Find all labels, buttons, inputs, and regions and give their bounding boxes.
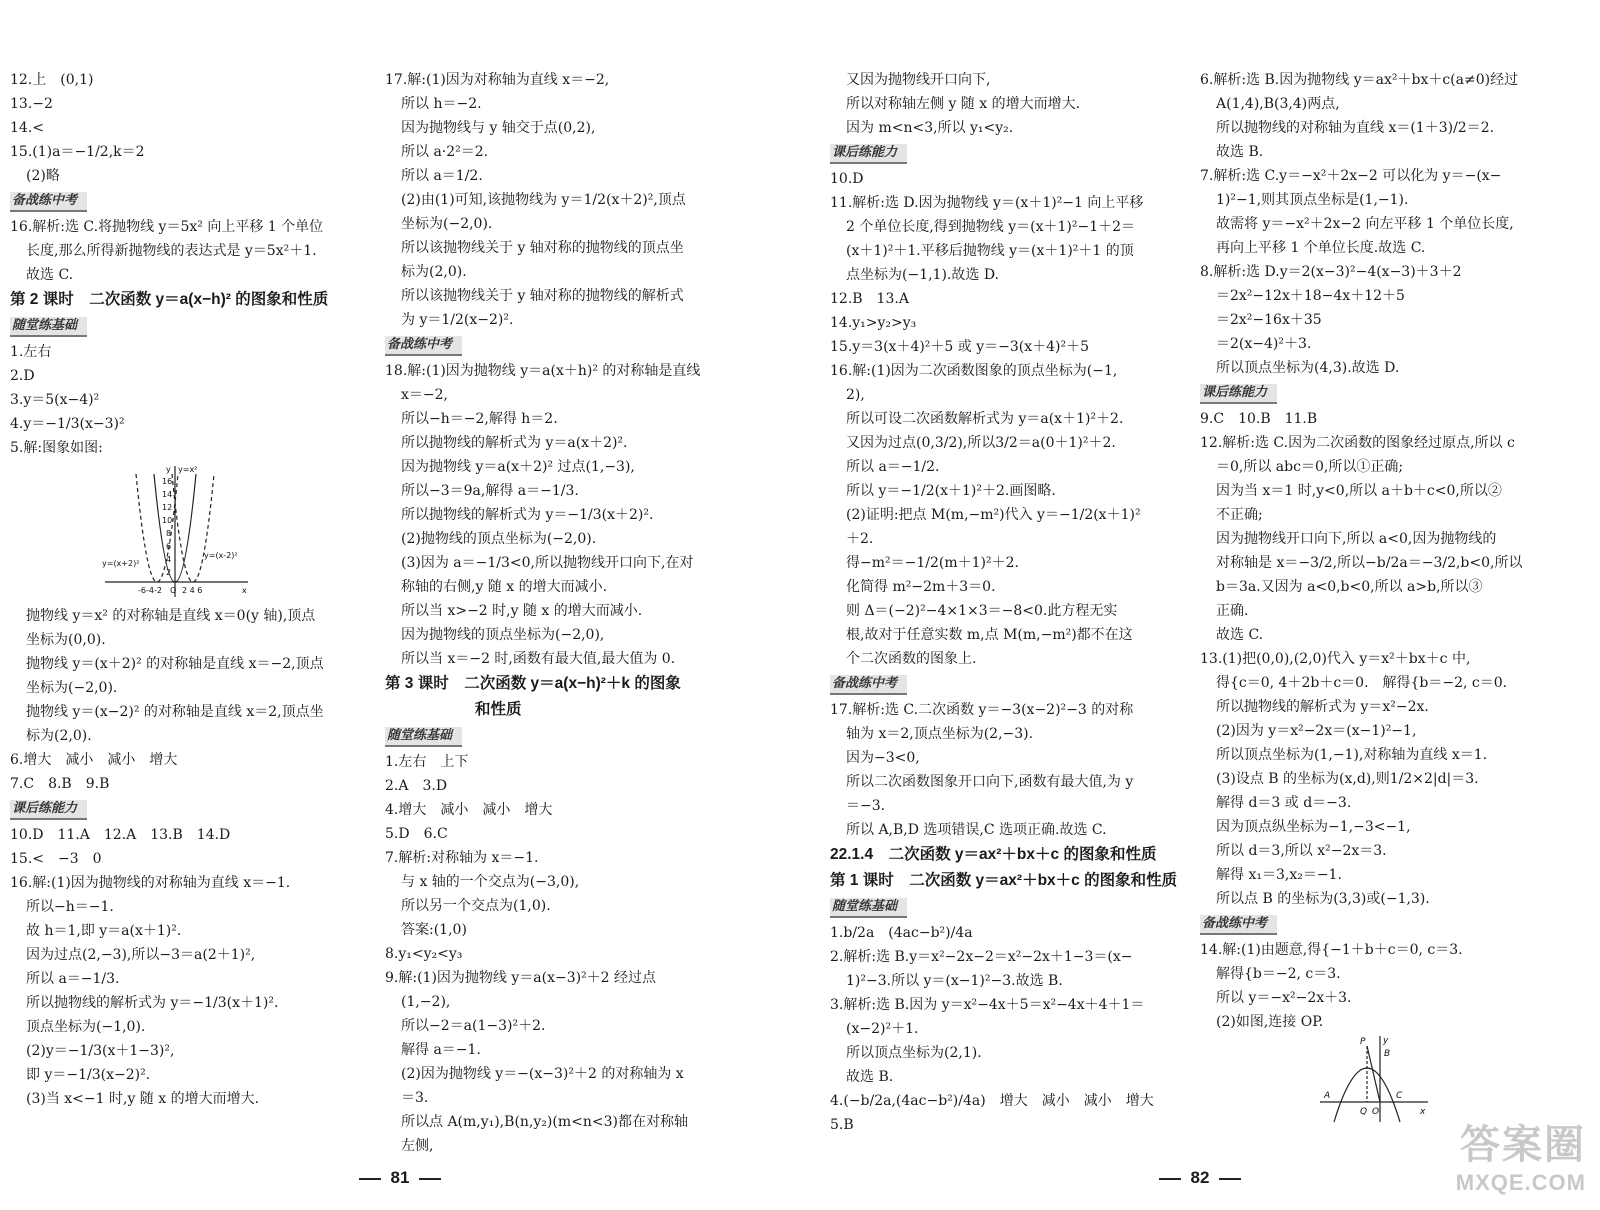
text-line: 8.解析:选 D.y＝2(x−3)²−4(x−3)＋3＋2 — [1200, 264, 1462, 280]
text-line: 所以该抛物线关于 y 轴对称的抛物线的顶点坐 — [401, 240, 684, 256]
text-line: 13.−2 — [10, 96, 53, 112]
label-p: P — [1360, 1037, 1366, 1047]
text-line: 所以 y＝−1/2(x＋1)²＋2.画图略. — [846, 483, 1056, 499]
text-line: 1.左右 上下 — [385, 754, 469, 770]
text-line: 所以该抛物线关于 y 轴对称的抛物线的解析式 — [401, 288, 684, 304]
text-line: 12.解析:选 C.因为二次函数的图象经过原点,所以 c — [1200, 435, 1515, 451]
parabola-graph-figure — [100, 462, 250, 602]
ytick-4: 4 — [166, 555, 172, 564]
text-line: 7.C 8.B 9.B — [10, 776, 110, 792]
text-line: 因为当 x＝1 时,y<0,所以 a＋b＋c<0,所以② — [1216, 483, 1502, 499]
text-line: (2)y＝−1/3(x＋1−3)², — [26, 1043, 175, 1059]
text-line: ＝2x²−12x＋18−4x＋12＋5 — [1216, 288, 1405, 304]
section-heading: 第 3 课时 二次函数 y＝a(x−h)²＋k 的图象 — [385, 675, 681, 692]
text-line: (2)证明:把点 M(m,−m²)代入 y＝−1/2(x＋1)² — [846, 507, 1141, 523]
text-line: 所以对称轴左侧 y 随 x 的增大而增大. — [846, 96, 1081, 112]
text-line: 所以 a·2²＝2. — [401, 144, 489, 160]
label-x-axis: x — [242, 586, 247, 595]
text-line: 为 y＝1/2(x−2)². — [401, 312, 514, 328]
text-line: 所以抛物线的解析式为 y＝x²−2x. — [1216, 699, 1429, 715]
text-line: 所以 a＝−1/2. — [846, 459, 940, 475]
text-line: 12.上 (0,1) — [10, 72, 94, 88]
text-line: 故选 C. — [26, 267, 74, 283]
label-y: y — [1383, 1036, 1389, 1046]
text-line: 9.解:(1)因为抛物线 y＝a(x−3)²＋2 经过点 — [385, 970, 657, 986]
text-line: 因为抛物线 y＝a(x＋2)² 过点(1,−3), — [401, 459, 635, 475]
text-line: 7.解析:对称轴为 x＝−1. — [385, 850, 539, 866]
text-line: 长度,那么所得新抛物线的表达式是 y＝5x²＋1. — [26, 243, 317, 259]
text-line: 所以抛物线的解析式为 y＝−1/3(x＋2)². — [401, 507, 654, 523]
text-line: 所以抛物线的解析式为 y＝−1/3(x＋1)². — [26, 995, 279, 1011]
text-line: ＝2(x−4)²＋3. — [1216, 336, 1312, 352]
text-line: 1)²−3.所以 y＝(x−1)²−3.故选 B. — [846, 973, 1063, 989]
text-line: 所以点 B 的坐标为(3,3)或(−1,3). — [1216, 891, 1430, 907]
text-line: (2)如图,连接 OP. — [1216, 1014, 1324, 1030]
text-line: 3.解析:选 B.因为 y＝x²−4x＋5＝x²−4x＋4＋1＝ — [830, 997, 1145, 1013]
text-line: 又因为过点(0,3/2),所以3/2＝a(0＋1)²＋2. — [846, 435, 1116, 451]
text-line: 根,故对于任意实数 m,点 M(m,−m²)都不在这 — [846, 627, 1133, 643]
text-line: 所以顶点坐标为(4,3).故选 D. — [1216, 360, 1400, 376]
text-line: 左侧, — [401, 1138, 434, 1154]
watermark — [1456, 1113, 1586, 1196]
text-line: 所以−h＝−1. — [26, 899, 114, 915]
text-line: 2 个单位长度,得到抛物线 y＝(x＋1)²−1＋2＝ — [846, 219, 1136, 235]
label-x-neg-ticks: -6-4-2 — [138, 586, 162, 595]
text-line: 所以顶点坐标为(1,−1),对称轴为直线 x＝1. — [1216, 747, 1488, 763]
text-line: 所以当 x＝−2 时,函数有最大值,最大值为 0. — [401, 651, 676, 667]
text-line: 4.增大 减小 减小 增大 — [385, 802, 553, 818]
right-page — [800, 0, 1600, 1210]
label-y-eq-x-plus-2-sq: y=(x+2)² — [102, 559, 140, 568]
text-line: b＝3a.又因为 a<0,b<0,所以 a>b,所以③ — [1216, 579, 1483, 595]
label-y-eq-x2: y=x² — [178, 465, 198, 474]
text-line: 3.y＝5(x−4)² — [10, 392, 100, 408]
text-line: ＝−3. — [846, 798, 886, 814]
section-heading: 22.1.4 二次函数 y＝ax²＋bx＋c 的图象和性质 — [830, 846, 1157, 863]
section-tag-label: 课后练能力 — [830, 144, 907, 164]
text-line: 化简得 m²−2m＋3＝0. — [846, 579, 996, 595]
section-tag — [10, 313, 365, 340]
text-line: 与 x 轴的一个交点为(−3,0), — [401, 874, 580, 890]
text-line: 顶点坐标为(−1,0). — [26, 1019, 146, 1035]
label-q: Q — [1360, 1107, 1368, 1117]
section-tag — [1200, 380, 1580, 407]
text-line: 则 Δ＝(−2)²−4×1×3＝−8<0.此方程无实 — [846, 603, 1118, 619]
text-line: ＋2. — [846, 531, 874, 547]
text-line: 16.解析:选 C.将抛物线 y＝5x² 向上平移 1 个单位 — [10, 219, 324, 235]
text-line: 因为顶点纵坐标为−1,−3<−1, — [1216, 819, 1411, 835]
section-tag — [385, 332, 760, 359]
label-c: C — [1396, 1091, 1403, 1101]
text-line: 解得 d＝3 或 d＝−3. — [1216, 795, 1352, 811]
text-line: 所以顶点坐标为(2,1). — [846, 1045, 982, 1061]
text-line: 所以 A,B,D 选项错误,C 选项正确.故选 C. — [846, 822, 1107, 838]
text-line: 所以−3＝9a,解得 a＝−1/3. — [401, 483, 579, 499]
text-line: 18.解:(1)因为抛物线 y＝a(x＋h)² 的对称轴是直线 — [385, 363, 701, 379]
watermark-logo-text: 答案圈 — [1460, 1123, 1586, 1167]
ytick-12: 12 — [162, 503, 173, 512]
text-line: 故选 B. — [846, 1069, 894, 1085]
page-number-82: 82 — [1190, 1168, 1210, 1187]
text-line: 标为(2,0). — [26, 728, 92, 744]
text-line: ＝0,所以 abc＝0,所以①正确; — [1216, 459, 1404, 475]
text-line: 个二次函数的图象上. — [846, 651, 977, 667]
text-line: 因为过点(2,−3),所以−3＝a(2＋1)², — [26, 947, 256, 963]
page-number-left — [0, 1168, 800, 1188]
label-b: B — [1384, 1049, 1391, 1059]
section-tag — [830, 894, 1185, 921]
text-line: 点坐标为(−1,1).故选 D. — [846, 267, 999, 283]
text-line: 14.< — [10, 120, 44, 136]
page-number-81: 81 — [390, 1168, 410, 1187]
section-tag — [830, 671, 1185, 698]
section-tag-label: 课后练能力 — [1200, 384, 1277, 404]
text-line: 因为抛物线与 y 轴交于点(0,2), — [401, 120, 596, 136]
section-tag — [10, 188, 365, 215]
text-line: 得{c＝0, 4＋2b＋c＝0. 解得{b＝−2, c＝0. — [1216, 675, 1508, 691]
text-line: 因为 m<n<3,所以 y₁<y₂. — [846, 120, 1014, 136]
text-line: 15.y＝3(x＋4)²＋5 或 y＝−3(x＋4)²＋5 — [830, 339, 1090, 355]
right-column-2 — [1200, 68, 1580, 1124]
text-line: 所以 a＝−1/3. — [26, 971, 120, 987]
section-tag-label: 备战练中考 — [1200, 915, 1277, 935]
text-line: (3)当 x<−1 时,y 随 x 的增大而增大. — [26, 1091, 260, 1107]
right-column-1 — [830, 68, 1185, 1137]
section-heading: 第 1 课时 二次函数 y＝ax²＋bx＋c 的图象和性质 — [830, 872, 1178, 889]
text-line: 因为−3<0, — [846, 750, 920, 766]
section-tag-label: 随堂练基础 — [830, 898, 907, 918]
parabola-op-figure — [1320, 1034, 1430, 1124]
text-line: (x−2)²＋1. — [846, 1021, 919, 1037]
text-line: 正确. — [1216, 603, 1249, 619]
text-line: 标为(2,0). — [401, 264, 467, 280]
text-line: 所以当 x>−2 时,y 随 x 的增大而减小. — [401, 603, 643, 619]
text-line: 称轴的右侧,y 随 x 的增大而减小. — [401, 579, 608, 595]
text-line: 2.D — [10, 368, 35, 384]
text-line: 12.B 13.A — [830, 291, 909, 307]
text-line: 所以抛物线的对称轴为直线 x＝(1＋3)/2＝2. — [1216, 120, 1495, 136]
section-tag-label: 随堂练基础 — [10, 317, 87, 337]
text-line: 因为抛物线的顶点坐标为(−2,0), — [401, 627, 605, 643]
ytick-10: 10 — [162, 516, 173, 525]
text-line: 解得 a＝−1. — [401, 1042, 481, 1058]
text-line: 17.解析:选 C.二次函数 y＝−3(x−2)²−3 的对称 — [830, 702, 1134, 718]
section-tag-label: 备战练中考 — [10, 192, 87, 212]
ytick-14: 14 — [162, 490, 173, 499]
section-tag-label: 备战练中考 — [830, 675, 907, 695]
text-line: 所以另一个交点为(1,0). — [401, 898, 551, 914]
text-line: A(1,4),B(3,4)两点, — [1216, 96, 1340, 112]
section-tag — [830, 140, 1185, 167]
text-line: 4.(−b/2a,(4ac−b²)/4a) 增大 减小 减小 增大 — [830, 1093, 1154, 1109]
text-line: (2)因为抛物线 y＝−(x−3)²＋2 的对称轴为 x — [401, 1066, 684, 1082]
section-tag-label: 随堂练基础 — [385, 727, 462, 747]
text-line: 16.解:(1)因为抛物线的对称轴为直线 x＝−1. — [10, 875, 291, 891]
section-tag-label: 备战练中考 — [385, 336, 462, 356]
text-line: 解得 x₁＝3,x₂＝−1. — [1216, 867, 1342, 883]
curve-y-eq-x-minus-2-sq — [172, 474, 214, 582]
text-line: 抛物线 y＝(x−2)² 的对称轴是直线 x＝2,顶点坐 — [26, 704, 324, 720]
label-y-axis: y — [166, 465, 171, 474]
text-line: (2)由(1)可知,该抛物线为 y＝1/2(x＋2)²,顶点 — [401, 192, 686, 208]
text-line: 所以 d＝3,所以 x²−2x＝3. — [1216, 843, 1387, 859]
text-line: 5.D 6.C — [385, 826, 448, 842]
text-line: 故选 B. — [1216, 144, 1264, 160]
text-line: 10.D — [830, 171, 864, 187]
text-line: 再向上平移 1 个单位长度.故选 C. — [1216, 240, 1426, 256]
text-line: 坐标为(−2,0). — [401, 216, 493, 232]
section-tag — [385, 723, 760, 750]
section-tag-label: 课后练能力 — [10, 800, 87, 820]
text-line: 故 h＝1,即 y＝a(x＋1)². — [26, 923, 182, 939]
text-line: (1,−2), — [401, 994, 451, 1010]
text-line: 9.C 10.B 11.B — [1200, 411, 1318, 427]
text-line: 因为抛物线开口向下,所以 a<0,因为抛物线的 — [1216, 531, 1497, 547]
text-line: 所以抛物线的解析式为 y＝a(x＋2)². — [401, 435, 628, 451]
left-column-1 — [10, 68, 365, 1111]
text-line: 15.(1)a＝−1/2,k＝2 — [10, 144, 145, 160]
left-column-2 — [385, 68, 760, 1158]
text-line: 8.y₁<y₂<y₃ — [385, 946, 463, 962]
text-line: (3)设点 B 的坐标为(x,d),则1/2×2|d|＝3. — [1216, 771, 1479, 787]
text-line: 2.解析:选 B.y＝x²−2x−2＝x²−2x＋1−3＝(x− — [830, 949, 1133, 965]
text-line: ＝3. — [401, 1090, 429, 1106]
text-line: 13.(1)把(0,0),(2,0)代入 y＝x²＋bx＋c 中, — [1200, 651, 1471, 667]
text-line: 所以 a＝1/2. — [401, 168, 483, 184]
text-line: (3)因为 a＝−1/3<0,所以抛物线开口向下,在对 — [401, 555, 694, 571]
text-line: 1.左右 — [10, 344, 52, 360]
text-line: 1.b/2a (4ac−b²)/4a — [830, 925, 973, 941]
text-line: 10.D 11.A 12.A 13.B 14.D — [10, 827, 231, 843]
text-line: 坐标为(0,0). — [26, 632, 106, 648]
text-line: ＝2x²−16x＋35 — [1216, 312, 1322, 328]
text-line: (2)略 — [26, 168, 60, 184]
watermark-url: MXQE.COM — [1455, 1170, 1586, 1195]
text-line: 所以点 A(m,y₁),B(n,y₂)(m<n<3)都在对称轴 — [401, 1114, 688, 1130]
ytick-8: 8 — [166, 529, 172, 538]
label-a: A — [1324, 1091, 1331, 1101]
section-heading: 第 2 课时 二次函数 y＝a(x−h)² 的图象和性质 — [10, 291, 329, 308]
ytick-6: 6 — [166, 542, 172, 551]
text-line: 14.解:(1)由题意,得{−1＋b＋c＝0, c＝3. — [1200, 942, 1463, 958]
text-line: 解得{b＝−2, c＝3. — [1216, 966, 1341, 982]
text-line: 抛物线 y＝x² 的对称轴是直线 x＝0(y 轴),顶点 — [26, 608, 316, 624]
section-tag — [10, 796, 365, 823]
text-line: 对称轴是 x＝−3/2,所以−b/2a＝−3/2,b<0,所以 — [1216, 555, 1523, 571]
text-line: 故选 C. — [1216, 627, 1264, 643]
text-line: 4.y＝−1/3(x−3)² — [10, 416, 125, 432]
text-line: 得−m²＝−1/2(m＋1)²＋2. — [846, 555, 1019, 571]
text-line: 答案:(1,0) — [401, 922, 467, 938]
text-line: 15.< −3 0 — [10, 851, 102, 867]
text-line: 5.解:图象如图: — [10, 440, 103, 456]
text-line: 17.解:(1)因为对称轴为直线 x＝−2, — [385, 72, 610, 88]
text-line: x＝−2, — [401, 387, 448, 403]
label-y-eq-x-minus-2-sq: y=(x-2)² — [204, 551, 238, 560]
text-line: 2.A 3.D — [385, 778, 448, 794]
label-o: O — [1372, 1107, 1380, 1117]
text-line: (2)抛物线的顶点坐标为(−2,0). — [401, 531, 597, 547]
text-line: (2)因为 y＝x²−2x＝(x−1)²−1, — [1216, 723, 1417, 739]
text-line: 6.解析:选 B.因为抛物线 y＝ax²＋bx＋c(a≠0)经过 — [1200, 72, 1519, 88]
text-line: 不正确; — [1216, 507, 1263, 523]
ytick-16: 16 — [162, 477, 173, 486]
text-line: 抛物线 y＝(x＋2)² 的对称轴是直线 x＝−2,顶点 — [26, 656, 324, 672]
label-x: x — [1420, 1107, 1426, 1117]
section-heading-cont: 和性质 — [475, 701, 522, 718]
text-line: 所以二次函数图象开口向下,函数有最大值,为 y — [846, 774, 1134, 790]
text-line: 5.B — [830, 1117, 854, 1133]
text-line: 6.增大 减小 减小 增大 — [10, 752, 178, 768]
text-line: 所以 h＝−2. — [401, 96, 482, 112]
text-line: 坐标为(−2,0). — [26, 680, 118, 696]
text-line: 所以−h＝−2,解得 h＝2. — [401, 411, 558, 427]
label-x-pos-ticks: 2 4 6 — [182, 586, 203, 595]
text-line: 1)²−1,则其顶点坐标是(1,−1). — [1216, 192, 1409, 208]
text-line: 轴为 x＝2,顶点坐标为(2,−3). — [846, 726, 1034, 742]
text-line: 所以可设二次函数解析式为 y＝a(x＋1)²＋2. — [846, 411, 1124, 427]
text-line: 又因为抛物线开口向下, — [846, 72, 991, 88]
text-line: 即 y＝−1/3(x−2)². — [26, 1067, 151, 1083]
text-line: 故需将 y＝−x²＋2x−2 向左平移 1 个单位长度, — [1216, 216, 1514, 232]
text-line: 2), — [846, 387, 865, 403]
section-tag — [1200, 911, 1580, 938]
label-origin: O — [170, 586, 177, 595]
text-line: (x＋1)²＋1.平移后抛物线 y＝(x＋1)²＋1 的顶 — [846, 243, 1134, 259]
text-line: 7.解析:选 C.y＝−x²＋2x−2 可以化为 y＝−(x− — [1200, 168, 1502, 184]
text-line: 14.y₁>y₂>y₃ — [830, 315, 917, 331]
text-line: 11.解析:选 D.因为抛物线 y＝(x＋1)²−1 向上平移 — [830, 195, 1144, 211]
ytick-2: 2 — [166, 568, 172, 577]
text-line: 16.解:(1)因为二次函数图象的顶点坐标为(−1, — [830, 363, 1118, 379]
text-line: 所以 y＝−x²−2x＋3. — [1216, 990, 1352, 1006]
text-line: 所以−2＝a(1−3)²＋2. — [401, 1018, 546, 1034]
